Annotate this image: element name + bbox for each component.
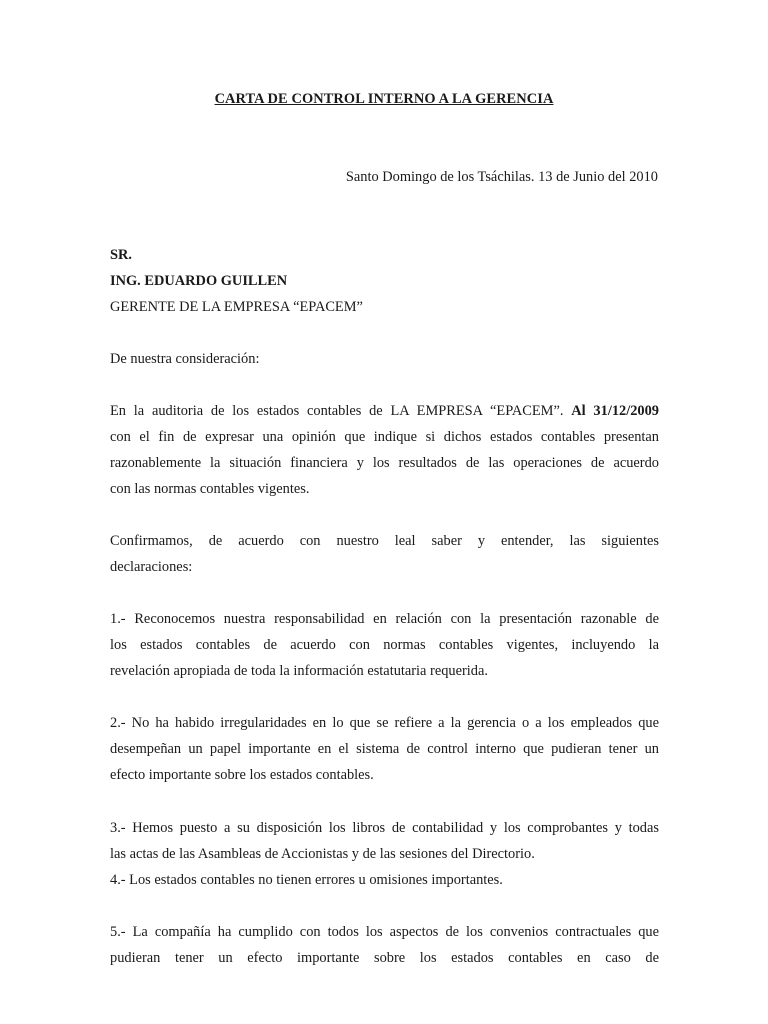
declaration-item-3 bbox=[110, 815, 659, 893]
recipient-name: ING. EDUARDO GUILLEN bbox=[110, 273, 288, 289]
recipient-block bbox=[110, 242, 659, 320]
item-1-line-2: los estados contables de acuerdo con normas contables vigentes, incluyendo la bbox=[110, 637, 659, 653]
letter-title: CARTA DE CONTROL INTERNO A LA GERENCIA bbox=[214, 91, 554, 107]
item-4-line-1: 4.- Los estados contables no tienen errores u omisiones importantes. bbox=[110, 872, 503, 888]
item-2-line-1: 2.- No ha habido irregularidades en lo que se refiere a la gerencia o a los empleados que bbox=[110, 715, 659, 731]
greeting: De nuestra consideración: bbox=[110, 351, 260, 367]
confirm-paragraph bbox=[110, 528, 659, 580]
item-2-line-3: efecto importante sobre los estados contables. bbox=[110, 767, 374, 783]
item-3-line-2: las actas de las Asambleas de Accionistas y de las sesiones del Directorio. bbox=[110, 846, 535, 862]
item-5-line-2: pudieran tener un efecto importante sobre los estados contables en caso de bbox=[110, 950, 659, 966]
declaration-item-5 bbox=[110, 919, 659, 971]
greeting-block bbox=[110, 346, 659, 372]
declaration-item-1 bbox=[110, 606, 659, 684]
declaration-item-2 bbox=[110, 710, 659, 788]
item-2-line-2: desempeñan un papel importante en el sistema de control interno que pudieran tener un bbox=[110, 741, 659, 757]
recipient-salutation: SR. bbox=[110, 247, 132, 263]
intro-line-3: razonablemente la situación financiera y los resultados de las operaciones de acuerdo bbox=[110, 455, 659, 471]
item-1-line-1: 1.- Reconocemos nuestra responsabilidad en relación con la presentación razonable de bbox=[110, 611, 659, 627]
confirm-line-1: Confirmamos, de acuerdo con nuestro leal saber y entender, las siguientes bbox=[110, 533, 659, 549]
intro-line-1-text: En la auditoria de los estados contables de LA EMPRESA “EPACEM”. bbox=[110, 403, 572, 419]
confirm-line-2: declaraciones: bbox=[110, 559, 193, 575]
item-1-line-3: revelación apropiada de toda la información estatutaria requerida. bbox=[110, 663, 488, 679]
intro-paragraph bbox=[110, 398, 659, 502]
recipient-position: GERENTE DE LA EMPRESA “EPACEM” bbox=[110, 299, 363, 315]
intro-line-4: con las normas contables vigentes. bbox=[110, 481, 310, 497]
item-5-line-1: 5.- La compañía ha cumplido con todos los aspectos de los convenios contractuales que bbox=[110, 924, 659, 940]
dateline: Santo Domingo de los Tsáchilas. 13 de Junio del 2010 bbox=[345, 169, 658, 185]
item-3-line-1: 3.- Hemos puesto a su disposición los libros de contabilidad y los comprobantes y todas bbox=[110, 820, 659, 836]
intro-line-1-date: Al 31/12/2009 bbox=[571, 403, 659, 419]
intro-line-1 bbox=[110, 398, 659, 424]
intro-line-2: con el fin de expresar una opinión que indique si dichos estados contables presentan bbox=[110, 429, 659, 445]
